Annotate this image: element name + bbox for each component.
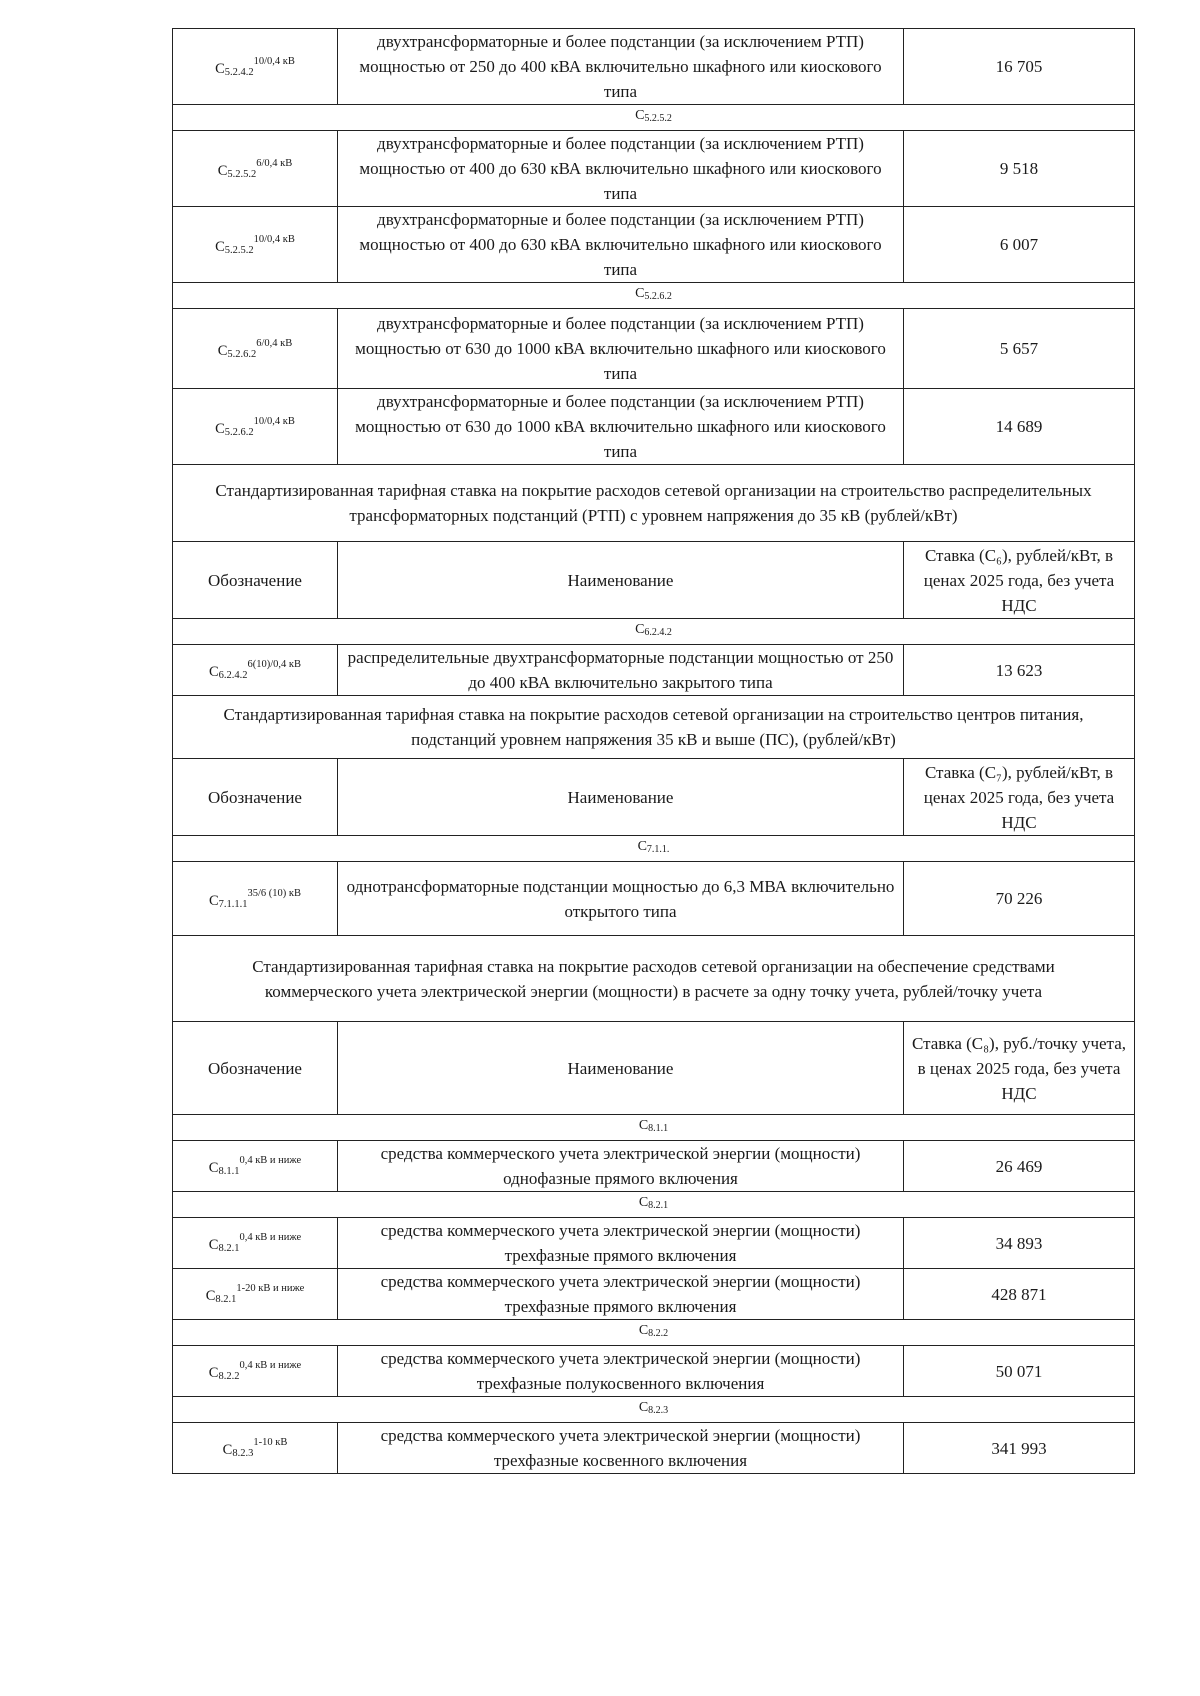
- header-designation: Обозначение: [173, 1022, 338, 1115]
- value-cell: 70 226: [904, 862, 1135, 936]
- header-rate: Ставка (C₆), рублей/кВт, в ценах 2025 года, без учета НДС: [904, 542, 1135, 619]
- table-row: [173, 645, 1135, 696]
- value-cell: 9 518: [904, 131, 1135, 207]
- designation-cell: $C_{5.2.6.2}^{10/0,4 кВ}$: [173, 389, 338, 465]
- name-cell: средства коммерческого учета электрической энергии (мощности) трехфазные прямого включения: [338, 1218, 904, 1269]
- table-row: [173, 1269, 1135, 1320]
- value-cell: 341 993: [904, 1423, 1135, 1474]
- name-cell: двухтрансформаторные и более подстанции (за исключением РТП) мощностью от 400 до 630 кВА включительно шкафного или киоскового типа: [338, 131, 904, 207]
- designation-cell: $C_{7.1.1.1}^{35/6 (10) кВ}$: [173, 862, 338, 936]
- designation-cell: $C_{5.2.5.2}^{10/0,4 кВ}$: [173, 207, 338, 283]
- designation-cell: $C_{5.2.4.2}^{10/0,4 кВ}$: [173, 29, 338, 105]
- table-row: [173, 862, 1135, 936]
- table-row: [173, 1218, 1135, 1269]
- table-row: [173, 207, 1135, 283]
- table-row: [173, 389, 1135, 465]
- value-cell: 428 871: [904, 1269, 1135, 1320]
- section-title: Стандартизированная тарифная ставка на покрытие расходов сетевой организации на строительство центров питания, подстанций уровнем напряжения 35 кВ и выше (ПС), (рублей/кВт): [173, 696, 1135, 759]
- name-cell: однотрансформаторные подстанции мощностью до 6,3 МВА включительно открытого типа: [338, 862, 904, 936]
- designation-cell: $C_{8.2.2}^{0,4 кВ и ниже}$: [173, 1346, 338, 1397]
- header-row: [173, 542, 1135, 619]
- value-cell: 5 657: [904, 309, 1135, 389]
- name-cell: двухтрансформаторные и более подстанции (за исключением РТП) мощностью от 630 до 1000 кВА включительно шкафного или киоскового типа: [338, 389, 904, 465]
- value-cell: 14 689: [904, 389, 1135, 465]
- name-cell: средства коммерческого учета электрической энергии (мощности) трехфазные прямого включения: [338, 1269, 904, 1320]
- value-cell: 13 623: [904, 645, 1135, 696]
- designation-cell: $C_{5.2.5.2}^{6/0,4 кВ}$: [173, 131, 338, 207]
- table-row: [173, 1423, 1135, 1474]
- name-cell: средства коммерческого учета электрической энергии (мощности) однофазные прямого включения: [338, 1141, 904, 1192]
- section-row: $C_{8.2.1}$: [173, 1192, 1135, 1218]
- name-cell: двухтрансформаторные и более подстанции (за исключением РТП) мощностью от 630 до 1000 кВА включительно шкафного или киоскового типа: [338, 309, 904, 389]
- designation-cell: $C_{8.2.1}^{1-20 кВ и ниже}$: [173, 1269, 338, 1320]
- designation-cell: $C_{8.1.1}^{0,4 кВ и ниже}$: [173, 1141, 338, 1192]
- header-name: Наименование: [338, 1022, 904, 1115]
- value-cell: 26 469: [904, 1141, 1135, 1192]
- header-name: Наименование: [338, 542, 904, 619]
- header-name: Наименование: [338, 759, 904, 836]
- name-cell: распределительные двухтрансформаторные подстанции мощностью от 250 до 400 кВА включительно закрытого типа: [338, 645, 904, 696]
- header-designation: Обозначение: [173, 542, 338, 619]
- section-row: $C_{5.2.5.2}$: [173, 105, 1135, 131]
- table-row: [173, 1346, 1135, 1397]
- name-cell: средства коммерческого учета электрической энергии (мощности) трехфазные полукосвенного включения: [338, 1346, 904, 1397]
- designation-cell: $C_{8.2.3}^{1-10 кВ}$: [173, 1423, 338, 1474]
- section-row: $C_{5.2.6.2}$: [173, 283, 1135, 309]
- value-cell: 34 893: [904, 1218, 1135, 1269]
- header-row: [173, 1022, 1135, 1115]
- value-cell: 6 007: [904, 207, 1135, 283]
- section-title: Стандартизированная тарифная ставка на покрытие расходов сетевой организации на обеспечение средствами коммерческого учета электрической энергии (мощности) в расчете за одну точку учета, рублей/точку учета: [173, 936, 1135, 1022]
- header-rate: Ставка (C₇), рублей/кВт, в ценах 2025 года, без учета НДС: [904, 759, 1135, 836]
- section-row: $C_{8.1.1}$: [173, 1115, 1135, 1141]
- designation-cell: $C_{6.2.4.2}^{6(10)/0,4 кВ}$: [173, 645, 338, 696]
- section-title-row: [173, 696, 1135, 759]
- tariff-table: [172, 28, 1135, 1474]
- table-row: [173, 1141, 1135, 1192]
- header-designation: Обозначение: [173, 759, 338, 836]
- table-row: [173, 309, 1135, 389]
- name-cell: средства коммерческого учета электрической энергии (мощности) трехфазные косвенного включения: [338, 1423, 904, 1474]
- section-row: $C_{6.2.4.2}$: [173, 619, 1135, 645]
- section-row: $C_{8.2.2}$: [173, 1320, 1135, 1346]
- section-title-row: [173, 936, 1135, 1022]
- table-row: [173, 131, 1135, 207]
- section-row: $C_{7.1.1.}$: [173, 836, 1135, 862]
- table-row: [173, 29, 1135, 105]
- name-cell: двухтрансформаторные и более подстанции (за исключением РТП) мощностью от 400 до 630 кВА включительно шкафного или киоскового типа: [338, 207, 904, 283]
- designation-cell: $C_{8.2.1}^{0,4 кВ и ниже}$: [173, 1218, 338, 1269]
- section-row: $C_{8.2.3}$: [173, 1397, 1135, 1423]
- value-cell: 16 705: [904, 29, 1135, 105]
- value-cell: 50 071: [904, 1346, 1135, 1397]
- section-title: Стандартизированная тарифная ставка на покрытие расходов сетевой организации на строительство распределительных трансформаторных подстанций (РТП) с уровнем напряжения до 35 кВ (рублей/кВт): [173, 465, 1135, 542]
- name-cell: двухтрансформаторные и более подстанции (за исключением РТП) мощностью от 250 до 400 кВА включительно шкафного или киоскового типа: [338, 29, 904, 105]
- header-rate: Ставка (C₈), руб./точку учета, в ценах 2025 года, без учета НДС: [904, 1022, 1135, 1115]
- header-row: [173, 759, 1135, 836]
- designation-cell: $C_{5.2.6.2}^{6/0,4 кВ}$: [173, 309, 338, 389]
- section-title-row: [173, 465, 1135, 542]
